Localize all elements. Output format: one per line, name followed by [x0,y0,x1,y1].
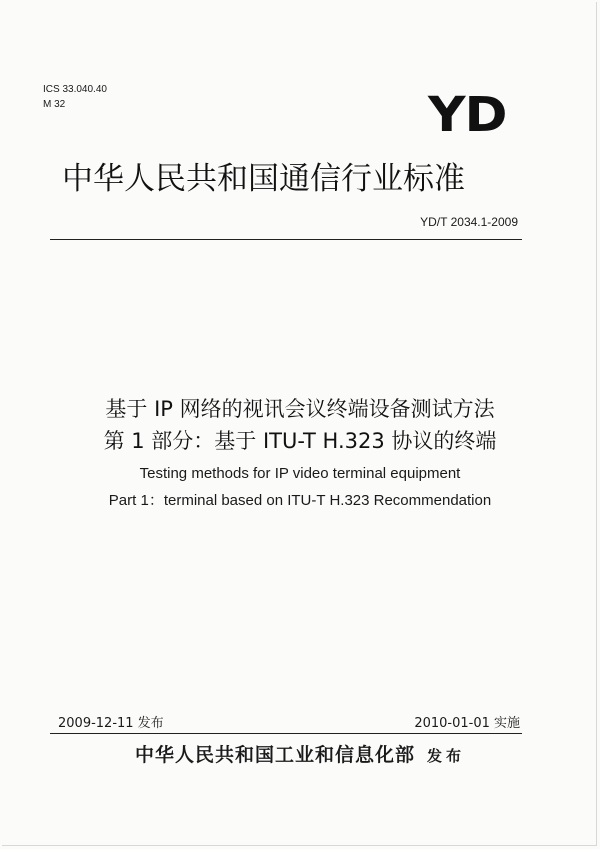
issue-date: 2009-12-11 发布 [58,716,164,731]
english-title-line-1: Testing methods for IP video terminal equipment [139,465,461,482]
classification-code: M 32 [43,99,66,110]
implementation-date: 2010-01-01 实施 [414,716,520,731]
english-title-line-2: Part 1：terminal based on ITU-T H.323 Recommendation [108,492,492,509]
header-divider [50,239,522,240]
yd-logo: YD [428,87,507,143]
chinese-title-line-1: 基于 IP 网络的视讯会议终端设备测试方法 [105,397,495,421]
issuer-action: 发布 [427,747,466,765]
issuer-line [0,740,600,767]
footer-divider [50,733,522,734]
issuing-authority: 中华人民共和国工业和信息化部 [134,744,415,766]
ics-code: ICS 33.040.40 [43,84,107,95]
standard-category-title: 中华人民共和国通信行业标准 [62,161,465,197]
chinese-title-line-2: 第 1 部分：基于 ITU-T H.323 协议的终端 [103,429,497,453]
standard-number: YD/T 2034.1-2009 [420,215,518,229]
